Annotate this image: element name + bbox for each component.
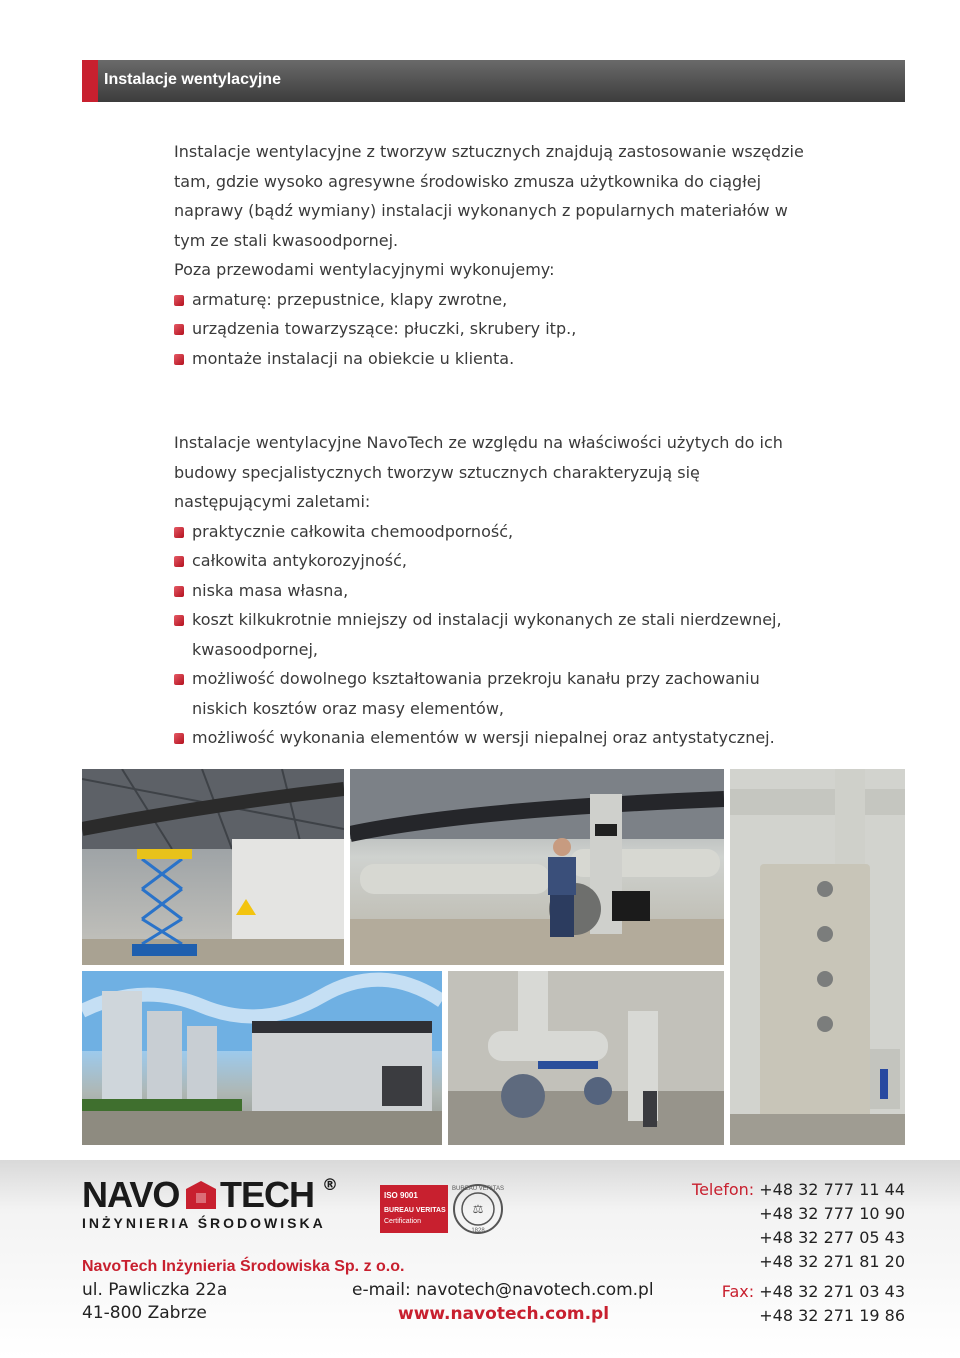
list-item: koszt kilkukrotnie mniejszy od instalacji wykonanych ze stali nierdzewnej, kwasoodpornej, <box>174 605 814 664</box>
fan-room-illustration <box>350 769 724 965</box>
page-title: Instalacje wentylacyjne <box>104 71 281 88</box>
bullet-icon <box>174 295 184 306</box>
list-item: armaturę: przepustnice, klapy zwrotne, <box>174 285 814 315</box>
svg-text:BUREAU VERITAS: BUREAU VERITAS <box>452 1186 504 1192</box>
section-intro-block <box>174 137 814 373</box>
fax-number: +48 32 271 03 43 <box>759 1282 905 1301</box>
iso-certification-badge <box>380 1180 504 1238</box>
address-city: 41-800 Zabrze <box>82 1303 207 1323</box>
tank-illustration <box>730 769 905 1145</box>
list-item: całkowita antykorozyjność, <box>174 546 814 576</box>
ducts-illustration <box>448 971 724 1145</box>
email-link[interactable]: e-mail: navotech@navotech.com.pl <box>352 1280 654 1300</box>
fax-label: Fax: <box>721 1282 755 1301</box>
intro-paragraph: Instalacje wentylacyjne z tworzyw sztucznych znajdują zastosowanie wszędzie tam, gdzie wysoko agresywne środowisko zmusza użytkownika do ciągłej naprawy (bądź wymiany) instalacji wykonanych z popularnych materiałów w tym ze stali kwasoodpornej. <box>174 142 804 250</box>
bullet-icon <box>174 733 184 744</box>
bullet-icon <box>174 556 184 567</box>
list-item: urządzenia towarzyszące: płuczki, skrubery itp., <box>174 314 814 344</box>
svg-text:⚖: ⚖ <box>472 1202 484 1216</box>
navotech-logo <box>82 1175 352 1235</box>
bullet-icon <box>174 586 184 597</box>
bullet-icon <box>174 354 184 365</box>
logo-word-navo: NAVO <box>82 1174 180 1215</box>
logo-mark-icon <box>186 1181 216 1209</box>
phone-line-3 <box>759 1228 905 1247</box>
list-item: praktycznie całkowita chemoodporność, <box>174 517 814 547</box>
bullet-icon <box>174 527 184 538</box>
services-list <box>174 285 814 374</box>
hall-illustration <box>82 769 344 965</box>
header-accent-stripe <box>82 60 98 102</box>
company-name: NavoTech Inżynieria Środowiska Sp. z o.o. <box>82 1258 405 1275</box>
phone-number[interactable]: +48 32 777 10 90 <box>759 1204 905 1223</box>
fax-line-2 <box>759 1306 905 1325</box>
services-lead: Poza przewodami wentylacyjnymi wykonujemy: <box>174 260 555 279</box>
advantages-list <box>174 517 814 753</box>
fax-line-1 <box>722 1282 905 1301</box>
bureau-veritas-seal-icon <box>452 1180 504 1238</box>
phone-label: Telefon: <box>692 1180 755 1199</box>
photo-scrubber-tank <box>730 769 905 1145</box>
list-item: możliwość dowolnego kształtowania przekroju kanału przy zachowaniu niskich kosztów oraz masy elementów, <box>174 664 814 723</box>
logo-word-tech: TECH <box>220 1174 314 1215</box>
registered-mark: ® <box>322 1175 338 1194</box>
list-item: niska masa własna, <box>174 576 814 606</box>
phone-number[interactable]: +48 32 277 05 43 <box>759 1228 905 1247</box>
advantages-paragraph: Instalacje wentylacyjne NavoTech ze względu na właściwości użytych do ich budowy specjalistycznych tworzyw sztucznych charakteryzują się następującymi zaletami: <box>174 433 783 511</box>
photo-scissor-lift-hall <box>82 769 344 965</box>
bullet-icon <box>174 324 184 335</box>
photo-ducts-dampers <box>448 971 724 1145</box>
phone-line-2 <box>759 1204 905 1223</box>
advantages-block <box>174 428 814 753</box>
list-item: montaże instalacji na obiekcie u klienta. <box>174 344 814 374</box>
photo-building-exterior <box>82 971 442 1145</box>
address-street: ul. Pawliczka 22a <box>82 1280 228 1300</box>
phone-number[interactable]: +48 32 271 81 20 <box>759 1252 905 1271</box>
logo-tagline: INŻYNIERIA ŚRODOWISKA <box>82 1215 326 1231</box>
list-item: możliwość wykonania elementów w wersji niepalnej oraz antystatycznej. <box>174 723 814 753</box>
building-illustration <box>82 971 442 1145</box>
iso-box: ISO 9001 BUREAU VERITAS Certification <box>380 1185 448 1233</box>
svg-text:1828: 1828 <box>471 1228 485 1234</box>
photo-worker-fan <box>350 769 724 965</box>
phone-line-1 <box>692 1180 905 1199</box>
phone-line-4 <box>759 1252 905 1271</box>
section-header-bar <box>82 60 905 102</box>
bullet-icon <box>174 615 184 626</box>
bullet-icon <box>174 674 184 685</box>
website-link[interactable]: www.navotech.com.pl <box>398 1304 610 1324</box>
fax-number: +48 32 271 19 86 <box>759 1306 905 1325</box>
phone-number[interactable]: +48 32 777 11 44 <box>759 1180 905 1199</box>
